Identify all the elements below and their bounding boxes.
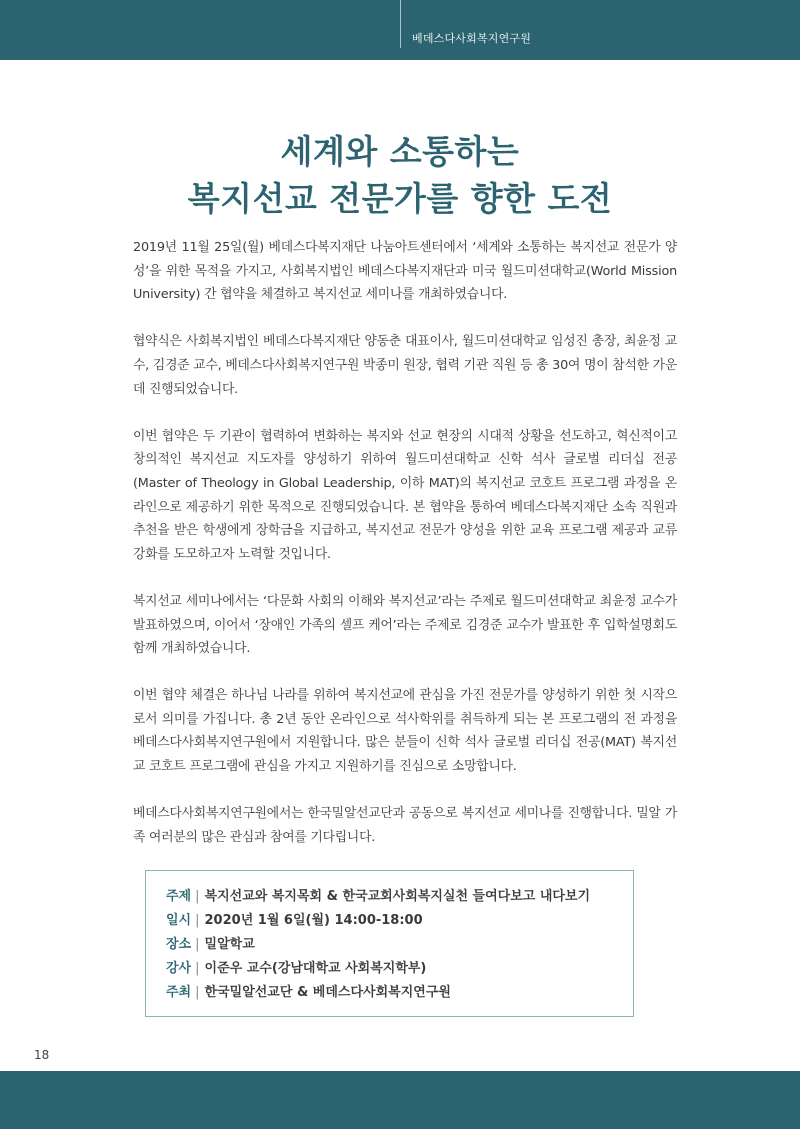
info-row-topic (166, 885, 633, 909)
info-key: 강사 (166, 961, 192, 976)
paragraph: 이번 협약은 두 기관이 협력하여 변화하는 복지와 선교 현장의 시대적 상황을 선도하고, 혁신적이고 창의적인 복지선교 지도자를 양성하기 위하여 월드미션대학교 신학 석사 글로벌 리더십 전공(Master of Theology in Global Leadership, 이하 MAT)의 복지선교 코호트 프로그램 과정을 온라인으로 제공하기 위한 목적으로 진행되었습니다. 본 협약을 통하여 베데스다복지재단 소속 직원과 추천을 받은 학생에게 장학금을 지급하고, 복지선교 전문가 양성을 위한 교육 프로그램 제공과 교류 강화를 도모하고자 노력할 것입니다. (133, 428, 677, 562)
event-info-box (145, 870, 634, 1017)
info-value: 2020년 1월 6일(월) 14:00-18:00 (204, 913, 423, 928)
info-value: 밀알학교 (204, 937, 255, 952)
footer-band (0, 1071, 800, 1129)
paragraph: 2019년 11월 25일(월) 베데스다복지재단 나눔아트센터에서 ‘세계와 소통하는 복지선교 전문가 양성’을 위한 목적을 가지고, 사회복지법인 베데스다복지재단과 미국 월드미션대학교(World Mission University) 간 협약을 체결하고 복지선교 세미나를 개최하였습니다. (133, 240, 677, 303)
article-title (0, 128, 800, 222)
info-key: 주제 (166, 889, 192, 904)
info-key: 일시 (166, 913, 192, 928)
info-row-speaker (166, 957, 633, 981)
info-value: 이준우 교수(강남대학교 사회복지학부) (204, 961, 427, 976)
info-separator: | (195, 889, 200, 904)
info-value: 복지선교와 복지목회 & 한국교회사회복지실천 들여다보고 내다보기 (204, 889, 591, 904)
article-body (133, 236, 677, 873)
info-separator: | (195, 985, 200, 1000)
info-row-date (166, 909, 633, 933)
paragraph: 협약식은 사회복지법인 베데스다복지재단 양동춘 대표이사, 월드미션대학교 임성진 총장, 최윤정 교수, 김경준 교수, 베데스다사회복지연구원 박종미 원장, 협력 기관 직원 등 총 30여 명이 참석한 가운데 진행되었습니다. (133, 334, 677, 397)
header-divider (400, 0, 401, 48)
paragraph: 베데스다사회복지연구원에서는 한국밀알선교단과 공동으로 복지선교 세미나를 진행합니다. 밀알 가족 여러분의 많은 관심과 참여를 기다립니다. (133, 806, 677, 845)
header-org-name: 베데스다사회복지연구원 (412, 32, 532, 45)
info-value: 한국밀알선교단 & 베데스다사회복지연구원 (204, 985, 451, 1000)
title-line-1: 세계와 소통하는 (280, 132, 520, 171)
page-number: 18 (34, 1048, 50, 1062)
info-row-place (166, 933, 633, 957)
info-row-host (166, 981, 633, 1005)
info-key: 장소 (166, 937, 192, 952)
paragraph: 복지선교 세미나에서는 ‘다문화 사회의 이해와 복지선교’라는 주제로 월드미션대학교 최윤정 교수가 발표하였으며, 이어서 ‘장애인 가족의 셀프 케어’라는 주제로 김경준 교수가 발표한 후 입학설명회도 함께 개최하였습니다. (133, 593, 677, 657)
info-key: 주최 (166, 985, 192, 1000)
info-separator: | (195, 913, 200, 928)
info-separator: | (195, 961, 200, 976)
title-line-2: 복지선교 전문가를 향한 도전 (187, 179, 613, 218)
info-separator: | (195, 937, 200, 952)
paragraph: 이번 협약 체결은 하나님 나라를 위하여 복지선교에 관심을 가진 전문가를 양성하기 위한 첫 시작으로서 의미를 가집니다. 총 2년 동안 온라인으로 석사학위를 취득하게 되는 본 프로그램의 전 과정을 베데스다사회복지연구원에서 지원합니다. 많은 분들이 신학 석사 글로벌 리더십 전공(MAT) 복지선교 코호트 프로그램에 관심을 가지고 지원하기를 진심으로 소망합니다. (133, 688, 677, 775)
